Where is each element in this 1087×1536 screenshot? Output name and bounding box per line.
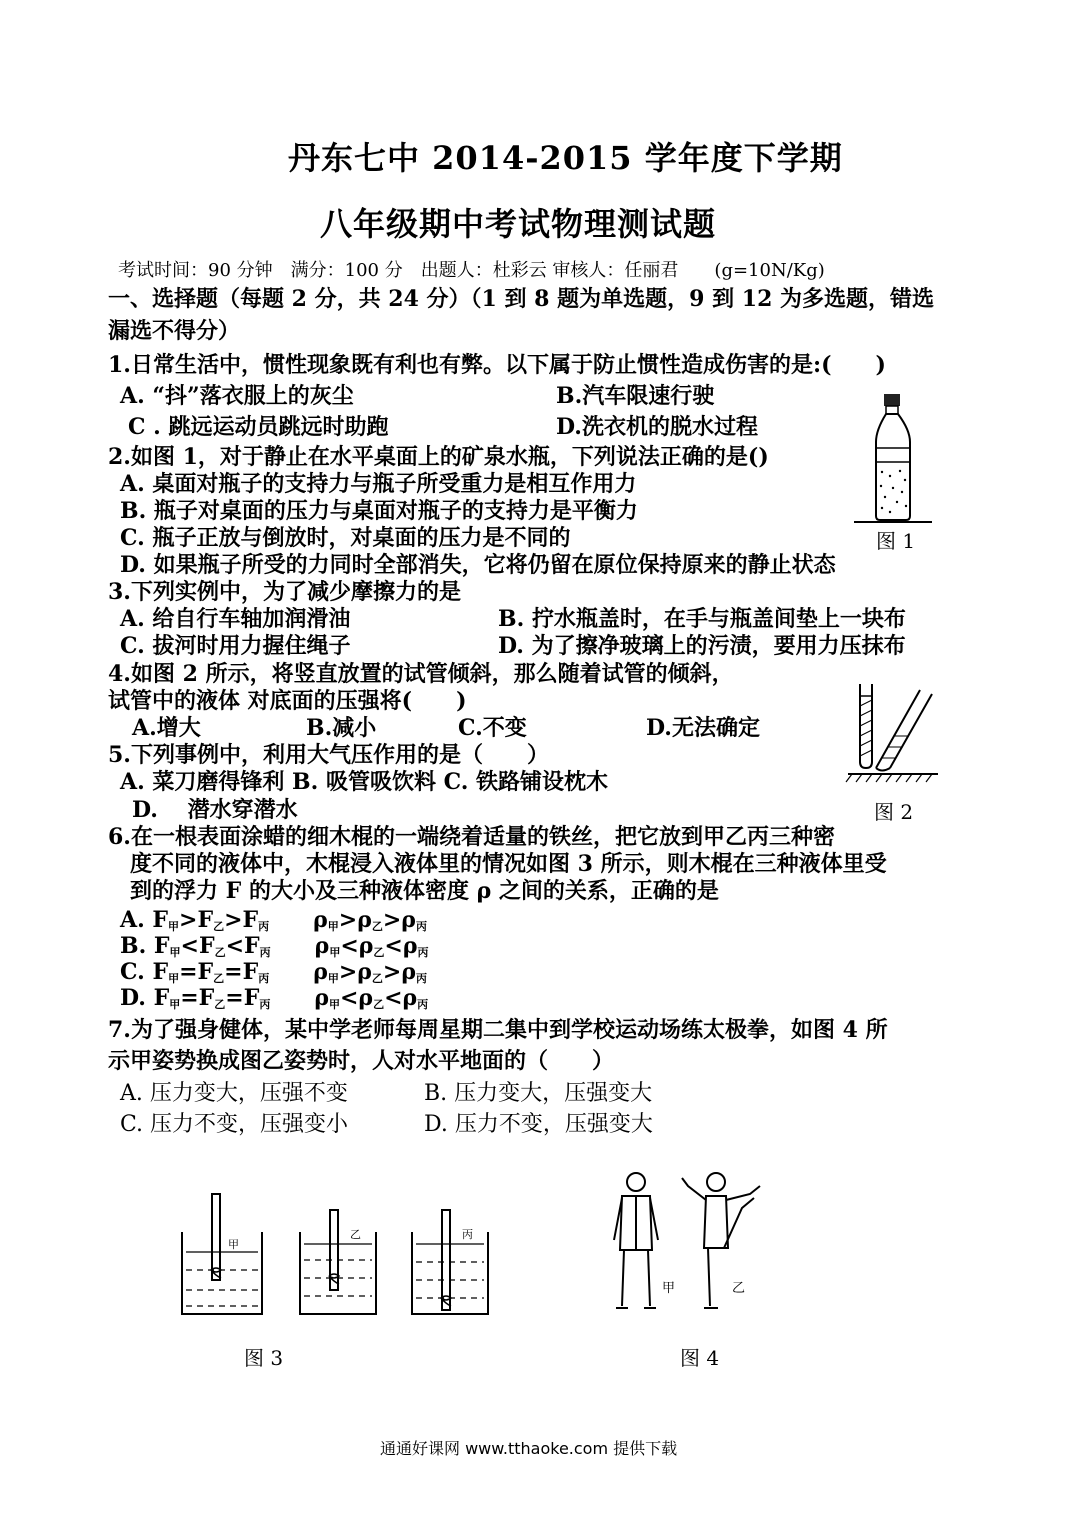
figure-2-caption: 图 2: [874, 800, 914, 824]
q4-option-b: B.减小: [306, 715, 377, 741]
q2-option-a: A. 桌面对瓶子的支持力与瓶子所受重力是相互作用力: [120, 471, 637, 497]
exam-info: 考试时间：90 分钟 满分：100 分 出题人：杜彩云 审核人：任丽君 (g=10N/Kg): [118, 260, 825, 281]
q3-option-c: C. 拔河时用力握住绳子: [120, 633, 351, 659]
beaker-label-bing: 丙: [462, 1228, 473, 1241]
q5-stem: 5.下列事例中，利用大气压作用的是（ ）: [108, 742, 549, 768]
q2-option-b: B. 瓶子对桌面的压力与桌面对瓶子的支持力是平衡力: [120, 498, 638, 524]
q1-stem: 1.日常生活中，惯性现象既有利也有弊。以下属于防止惯性造成伤害的是:( ): [108, 352, 886, 378]
q4-option-a: A.增大: [132, 715, 201, 741]
q7-option-d: D. 压力不变，压强变大: [424, 1112, 653, 1137]
q1-option-b: B.汽车限速行驶: [556, 383, 715, 409]
title-line-2: 八年级期中考试物理测试题: [320, 205, 717, 243]
q5-options-abc: A. 菜刀磨得锋利 B. 吸管吸饮料 C. 铁路铺设枕木: [120, 769, 609, 795]
q6-stem-cont-2: 到的浮力 F 的大小及三种液体密度 ρ 之间的关系，正确的是: [130, 878, 719, 904]
section-heading: 一、选择题（每题 2 分，共 24 分）（1 到 8 题为单选题，9 到 12 为多选题，错选: [108, 286, 935, 312]
q1-option-c: C . 跳远运动员跳远时助跑: [128, 414, 389, 440]
figure-4-caption: 图 4: [680, 1346, 720, 1370]
title-line-1: 丹东七中 2014-2015 学年度下学期: [288, 139, 843, 177]
q6-option-c: C. $F_甲=F_乙=F_丙$ $\rho_甲>\rho_乙>\rho_丙$: [120, 959, 427, 985]
q6-option-b: B. $F_甲<F_乙<F_丙$ $\rho_甲<\rho_乙<\rho_丙$: [120, 933, 429, 959]
figure-2-test-tubes: [842, 676, 942, 794]
footer-source: 通通好课网 www.tthaoke.com 提供下载: [380, 1439, 678, 1458]
q7-option-b: B. 压力变大，压强变大: [424, 1081, 653, 1106]
q4-option-c: C.不变: [458, 715, 527, 741]
q4-option-d: D.无法确定: [646, 715, 760, 741]
figure-1-caption: 图 1: [876, 529, 916, 553]
q7-option-c: C. 压力不变，压强变小: [120, 1112, 349, 1137]
section-heading-cont: 漏选不得分）: [108, 318, 241, 344]
fig4-label-jia: 甲: [662, 1281, 676, 1296]
q1-option-d: D.洗衣机的脱水过程: [556, 414, 758, 440]
q4-stem: 4.如图 2 所示，将竖直放置的试管倾斜，那么随着试管的倾斜，: [108, 661, 734, 687]
q7-stem-cont: 示甲姿势换成图乙姿势时，人对水平地面的（ ）: [108, 1048, 615, 1074]
q6-stem-cont: 度不同的液体中，木棍浸入液体里的情况如图 3 所示，则木棍在三种液体里受: [130, 851, 887, 877]
q3-option-a: A. 给自行车轴加润滑油: [120, 606, 351, 632]
fig4-label-yi: 乙: [732, 1281, 746, 1296]
q2-stem: 2.如图 1，对于静止在水平桌面上的矿泉水瓶，下列说法正确的是(): [108, 444, 769, 470]
q7-stem: 7.为了强身健体，某中学老师每周星期二集中到学校运动场练太极拳，如图 4 所: [108, 1017, 888, 1043]
q6-option-d: D. $F_甲=F_乙=F_丙$ $\rho_甲<\rho_乙<\rho_丙$: [120, 985, 429, 1011]
beaker-label-jia: 甲: [228, 1238, 239, 1251]
figure-3-caption: 图 3: [244, 1346, 284, 1370]
figure-4-taichi: [604, 1168, 774, 1318]
q5-option-d: D. 潜水穿潜水: [132, 797, 298, 823]
figure-3-beakers: [170, 1186, 500, 1322]
q1-option-a: A. “抖”落衣服上的灰尘: [120, 383, 354, 409]
q6-option-a: A. $F_甲>F_乙>F_丙$ $\rho_甲>\rho_乙>\rho_丙$: [120, 907, 427, 933]
beaker-label-yi: 乙: [350, 1228, 361, 1241]
q4-stem-cont: 试管中的液体 对底面的压强将( ): [108, 688, 467, 714]
q2-option-c: C. 瓶子正放与倒放时，对桌面的压力是不同的: [120, 525, 571, 551]
q3-stem: 3.下列实例中，为了减少摩擦力的是: [108, 579, 461, 605]
q6-stem: 6.在一根表面涂蜡的细木棍的一端绕着适量的铁丝，把它放到甲乙丙三种密: [108, 824, 835, 850]
q3-option-d: D. 为了擦净玻璃上的污渍，要用力压抹布: [498, 633, 906, 659]
q3-option-b: B. 拧水瓶盖时，在手与瓶盖间垫上一块布: [498, 606, 906, 632]
q7-option-a: A. 压力变大，压强不变: [120, 1081, 348, 1106]
q2-option-d: D. 如果瓶子所受的力同时全部消失，它将仍留在原位保持原来的静止状态: [120, 552, 836, 578]
figure-1-bottle: [852, 392, 934, 528]
